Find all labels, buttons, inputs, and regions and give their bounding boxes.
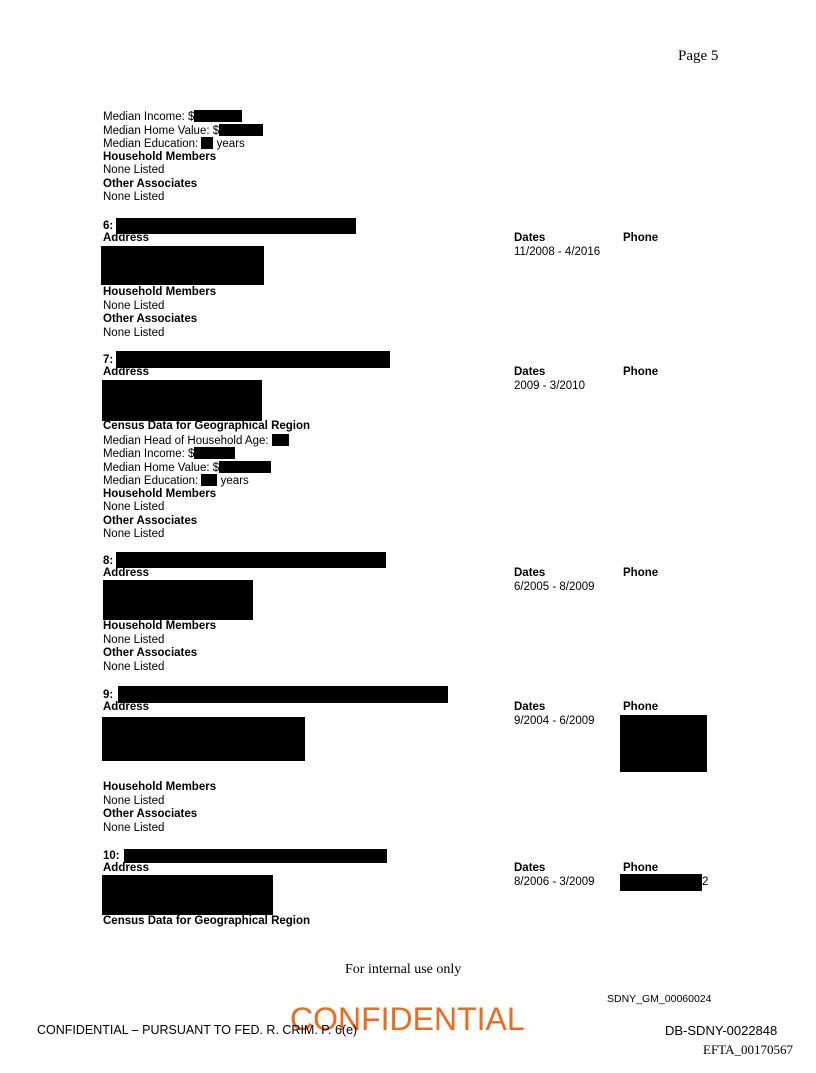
redaction (219, 461, 271, 473)
confidential-notice: CONFIDENTIAL – PURSUANT TO FED. R. CRIM. P. 6(e) (37, 1023, 358, 1037)
median-home-value-label: Median Home Value: $ (103, 124, 220, 137)
median-home-value-row (103, 124, 263, 138)
redaction (194, 447, 235, 459)
median-home-value-row (103, 461, 310, 475)
entry-number: 6: (103, 220, 114, 232)
phone-label: Phone (623, 567, 659, 579)
redaction (102, 717, 305, 761)
redaction (118, 686, 448, 703)
dates-label: Dates (514, 862, 546, 874)
bates-efta: EFTA_00170567 (703, 1042, 793, 1057)
address-label: Address (103, 567, 150, 579)
address-label: Address (103, 232, 150, 244)
phone-label: Phone (623, 862, 659, 874)
other-associates-label: Other Associates (103, 808, 198, 820)
entry-number: 7: (103, 354, 114, 366)
household-members-label: Household Members (103, 286, 217, 298)
redaction (116, 218, 356, 234)
confidential-stamp: CONFIDENTIAL (290, 1001, 525, 1037)
redaction (620, 715, 707, 772)
redaction (124, 849, 387, 863)
other-associates-value: None Listed (103, 821, 165, 834)
top-census-block (103, 110, 263, 205)
entry-7-details (103, 420, 310, 542)
page-number: Page 5 (678, 48, 719, 64)
other-associates-label: Other Associates (103, 514, 198, 527)
redaction (116, 552, 386, 568)
redaction (219, 124, 263, 136)
census-data-heading: Census Data for Geographical Region (103, 915, 311, 927)
address-label: Address (103, 862, 150, 874)
dates-label: Dates (514, 567, 546, 579)
redaction (102, 875, 273, 915)
phone-label: Phone (623, 366, 659, 378)
dates-value: 11/2008 - 4/2016 (514, 246, 601, 258)
household-members-value: None Listed (103, 794, 165, 807)
other-associates-label: Other Associates (103, 177, 198, 190)
phone-label: Phone (623, 701, 659, 713)
entry-number: 9: (103, 689, 114, 701)
education-suffix: years (217, 475, 249, 487)
median-age-label: Median Head of Household Age: (103, 434, 272, 447)
phone-label: Phone (623, 232, 659, 244)
redaction (194, 110, 242, 122)
median-education-row (103, 137, 263, 151)
other-associates-value: None Listed (103, 191, 165, 203)
dates-value: 9/2004 - 6/2009 (514, 715, 595, 727)
median-home-value-label: Median Home Value: $ (103, 461, 220, 474)
household-members-value: None Listed (103, 299, 165, 312)
dates-value: 6/2005 - 8/2009 (514, 581, 595, 593)
entry-number: 8: (103, 555, 114, 567)
dates-value: 8/2006 - 3/2009 (514, 876, 595, 888)
dates-label: Dates (514, 701, 546, 713)
bates-db: DB-SDNY-0022848 (665, 1023, 778, 1038)
median-education-row (103, 474, 310, 488)
household-members-label: Household Members (103, 781, 217, 793)
census-data-heading: Census Data for Geographical Region (103, 420, 311, 432)
redaction (101, 246, 264, 285)
address-label: Address (103, 701, 150, 713)
redaction (102, 380, 262, 421)
other-associates-value: None Listed (103, 326, 165, 339)
household-members-value: None Listed (103, 501, 165, 513)
redaction (116, 351, 390, 368)
dates-label: Dates (514, 232, 546, 244)
median-income-label: Median Income: $ (103, 448, 195, 460)
redaction (620, 874, 702, 891)
other-associates-value: None Listed (103, 660, 165, 673)
household-members-label: Household Members (103, 150, 217, 163)
other-associates-label: Other Associates (103, 313, 198, 325)
entry-9-details (103, 781, 216, 835)
internal-use-notice: For internal use only (345, 962, 462, 977)
redaction (201, 474, 217, 486)
dates-label: Dates (514, 366, 546, 378)
phone-trailing-digit: 2 (702, 876, 709, 888)
entry-8-details (103, 620, 216, 674)
education-suffix: years (213, 138, 245, 150)
median-age-row (103, 434, 310, 448)
address-label: Address (103, 366, 150, 378)
redaction (103, 580, 253, 620)
median-income-row (103, 110, 263, 124)
entry-number: 10: (103, 850, 120, 862)
other-associates-label: Other Associates (103, 647, 198, 659)
bates-sdny-gm: SDNY_GM_00060024 (607, 993, 712, 1005)
redaction (272, 434, 289, 446)
median-education-label: Median Education: (103, 138, 202, 150)
median-education-label: Median Education: (103, 475, 202, 487)
household-members-label: Household Members (103, 620, 217, 632)
household-members-value: None Listed (103, 633, 165, 646)
median-income-row (103, 447, 310, 461)
other-associates-value: None Listed (103, 528, 165, 540)
entry-6-details (103, 286, 216, 340)
household-members-label: Household Members (103, 487, 217, 500)
dates-value: 2009 - 3/2010 (514, 380, 585, 392)
median-income-label: Median Income: $ (103, 111, 195, 123)
redaction (201, 137, 213, 149)
household-members-value: None Listed (103, 164, 165, 176)
